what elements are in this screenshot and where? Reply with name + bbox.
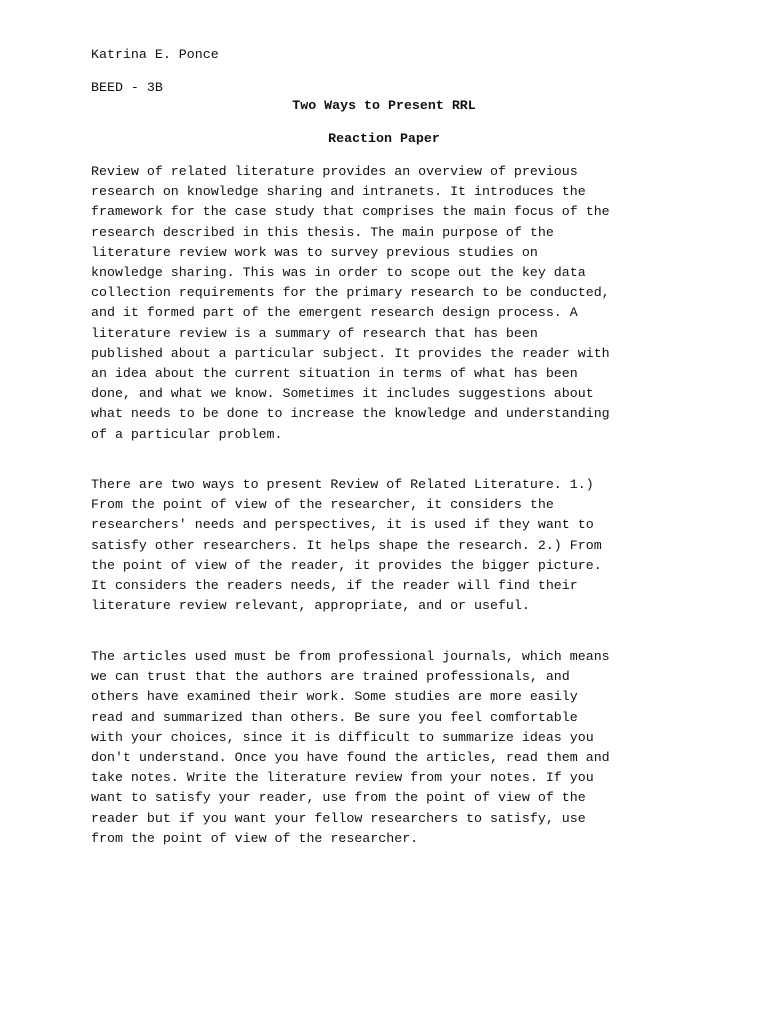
document-title: Two Ways to Present RRL (292, 98, 476, 113)
author-name: Katrina E. Ponce (91, 47, 219, 62)
paragraph-3: The articles used must be from professional journals, which means we can trust that the authors are trained professionals, and others have examined their work. Some studies are more easily read and summarized than others. Be sure you feel comfortable with your choices, since it is difficult to summarize ideas you don't understand. Once you have found the articles, read them and take notes. Write the literature review from your notes. If you want to satisfy your reader, use from the point of view of the reader but if you want your fellow researchers to satisfy, use from the point of view of the researcher. (91, 649, 610, 846)
paragraph-1: Review of related literature provides an overview of previous research on knowledge sharing and intranets. It introduces the framework for the case study that comprises the main focus of the research described in this thesis. The main purpose of the literature review work was to survey previous studies on knowledge sharing. This was in order to scope out the key data collection requirements for the primary research to be conducted, and it formed part of the emergent research design process. A literature review is a summary of research that has been published about a particular subject. It provides the reader with an idea about the current situation in terms of what has been done, and what we know. Sometimes it includes suggestions about what needs to be done to increase the knowledge and understanding of a particular problem. (91, 164, 610, 442)
paragraph-2: There are two ways to present Review of Related Literature. 1.) From the point of view of the researcher, it considers the researchers' needs and perspectives, it is used if they want to satisfy other researchers. It helps shape the research. 2.) From the point of view of the reader, it provides the bigger picture. It considers the readers needs, if the reader will find their literature review relevant, appropriate, and or useful. (91, 477, 602, 614)
class-section: BEED - 3B (91, 80, 163, 95)
document-subtitle: Reaction Paper (328, 131, 440, 146)
